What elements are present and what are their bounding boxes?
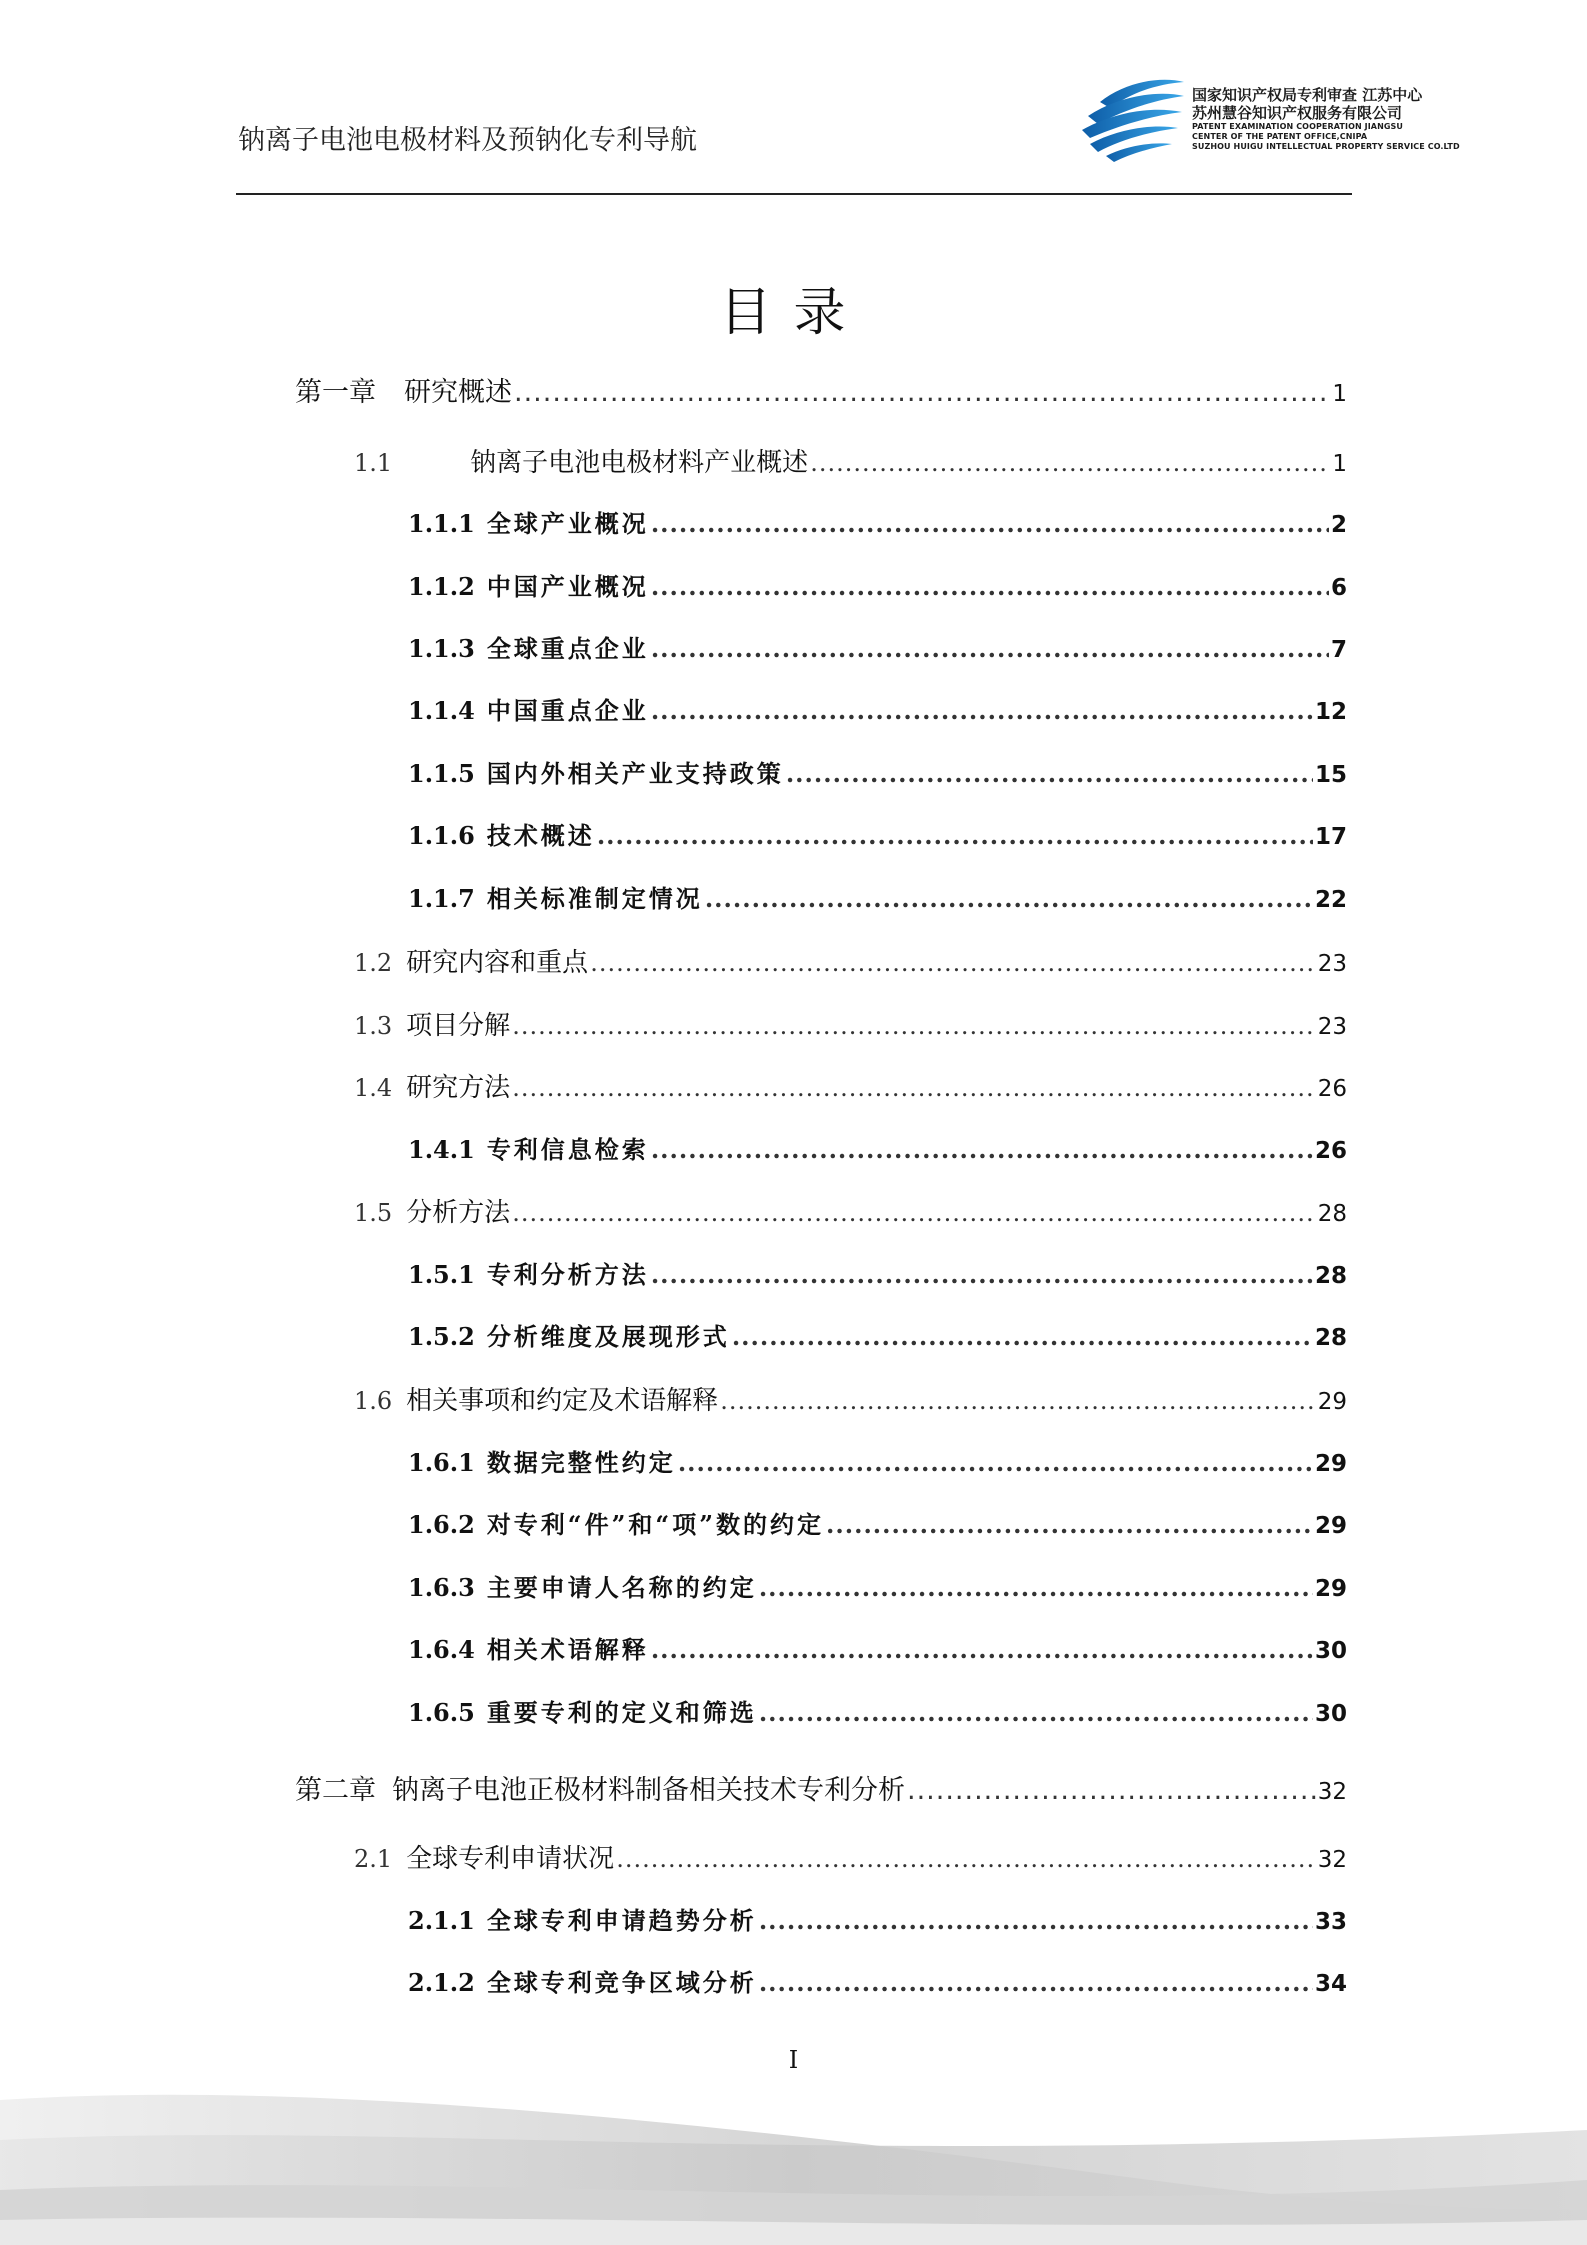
toc-entry-label: 相关术语解释 [486,1635,649,1664]
toc-entry-page: 28 [1314,1325,1347,1351]
toc-entry-page: 28 [1314,1263,1347,1289]
dot-leader [651,1260,1313,1289]
toc-entry-label: 全球重点企业 [486,634,649,663]
toc-entry-number: 1.5 [354,1199,393,1227]
dot-leader [514,377,1330,408]
dot-leader [512,1012,1316,1040]
dot-leader [597,821,1313,850]
logo-line-en-2: CENTER OF THE PATENT OFFICE,CNIPA [1192,132,1368,141]
toc-entry-page: 22 [1314,887,1347,913]
toc-entry-label: 技术概述 [486,821,595,850]
toc-entry-label: 专利分析方法 [486,1260,649,1289]
toc-entry-section[interactable] [354,1067,1347,1104]
toc-entry-page: 1 [1332,451,1347,477]
footer-wave-decoration [0,2060,1587,2245]
toc-entry-label: 相关事项和约定及术语解释 [406,1386,719,1416]
dot-leader [651,696,1313,725]
dot-leader [759,1698,1313,1727]
toc-entry-sub[interactable] [408,567,1347,602]
toc-entry-label: 分析维度及展现形式 [486,1322,730,1351]
toc-entry-page: 15 [1314,762,1347,788]
toc-entry-page: 12 [1314,699,1347,725]
toc-entry-label: 重要专利的定义和筛选 [486,1698,757,1727]
toc-entry-label: 专利信息检索 [486,1135,649,1164]
toc-entry-page: 1 [1332,381,1347,407]
dot-leader [590,949,1316,977]
toc-entry-label: 主要申请人名称的约定 [486,1573,757,1602]
toc-entry-label: 研究方法 [406,1073,511,1103]
toc-entry-number: 1.6.3 [408,1573,475,1602]
toc-entry-label: 对专利“件”和“项”数的约定 [486,1510,825,1539]
toc-entry-label: 中国重点企业 [486,696,649,725]
dot-leader [512,1199,1316,1227]
toc-entry-sub[interactable] [408,1317,1347,1352]
header-title: 钠离子电池电极材料及预钠化专利导航 [238,125,697,156]
logo-line-en-3: SUZHOU HUIGU INTELLECTUAL PROPERTY SERVICE CO.LTD [1192,142,1460,151]
dot-leader [720,1387,1316,1415]
dot-leader [616,1845,1316,1873]
toc-entry-number: 1.1 [354,449,393,477]
toc-entry-section[interactable] [354,1380,1347,1417]
toc-entry-label: 全球专利申请趋势分析 [486,1906,757,1935]
toc-entry-number: 1.1.5 [408,759,475,788]
toc-entry-page: 26 [1314,1138,1347,1164]
toc-entry-label: 钠离子电池正极材料制备相关技术专利分析 [392,1775,905,1806]
toc-entry-page: 32 [1317,1779,1347,1805]
toc-entry-number: 1.3 [354,1012,393,1040]
toc-entry-number: 1.5.1 [408,1260,475,1289]
toc-entry-label: 项目分解 [406,1011,511,1041]
toc-entry-label: 国内外相关产业支持政策 [486,759,784,788]
dot-leader [651,1135,1313,1164]
toc-entry-sub[interactable] [408,879,1347,914]
toc-entry-number: 第一章 [295,377,376,408]
toc-entry-label: 全球产业概况 [486,509,649,538]
toc-entry-chapter[interactable] [295,1768,1347,1807]
toc-entry-number: 1.4 [354,1074,393,1102]
toc-entry-page: 30 [1314,1701,1347,1727]
toc-entry-number: 2.1.1 [408,1906,475,1935]
dot-leader [759,1573,1313,1602]
toc-entry-page: 29 [1317,1389,1347,1415]
toc-entry-sub[interactable] [408,1630,1347,1665]
toc-entry-page: 32 [1317,1847,1347,1873]
dot-leader [512,1074,1316,1102]
toc-entry-sub[interactable] [408,504,1347,539]
toc-entry-number: 1.1.7 [408,884,475,913]
dot-leader [651,572,1329,601]
toc-entry-number: 1.6 [354,1387,393,1415]
dot-leader [651,509,1329,538]
toc-entry-sub[interactable] [408,1568,1347,1603]
toc-entry-page: 30 [1314,1638,1347,1664]
toc-entry-label: 分析方法 [406,1198,511,1228]
toc-entry-sub[interactable] [408,1255,1347,1290]
toc-entry-sub[interactable] [408,691,1347,726]
toc-entry-sub[interactable] [408,629,1347,664]
toc-entry-section[interactable] [354,1838,1347,1875]
toc-entry-number: 1.4.1 [408,1135,475,1164]
logo-line-en-1: PATENT EXAMINATION COOPERATION JIANGSU [1192,122,1404,131]
toc-entry-section[interactable] [354,442,1347,479]
toc-entry-chapter[interactable] [295,370,1347,409]
toc-entry-page: 29 [1314,1451,1347,1477]
toc-entry-label: 研究概述 [404,377,512,408]
dot-leader [678,1448,1313,1477]
toc-entry-section[interactable] [354,1005,1347,1042]
toc-title: 目录 [719,283,868,343]
dot-leader [651,1635,1313,1664]
toc-entry-number: 1.5.2 [408,1322,475,1351]
toc-entry-page: 7 [1330,637,1347,663]
dot-leader [705,884,1313,913]
toc-entry-number: 1.1.6 [408,821,475,850]
toc-entry-page: 17 [1314,824,1347,850]
toc-entry-section[interactable] [354,942,1347,979]
toc-entry-number: 1.1.2 [408,572,475,601]
page-number: I [788,2046,799,2074]
toc-entry-page: 6 [1330,575,1347,601]
toc-entry-number: 1.2 [354,949,393,977]
toc-entry-sub[interactable] [408,1901,1347,1936]
logo-line-cn-1: 国家知识产权局专利审查 江苏中心 [1192,86,1423,104]
toc-entry-page: 23 [1317,1014,1347,1040]
toc-entry-sub[interactable] [408,1443,1347,1478]
toc-entry-section[interactable] [354,1192,1347,1229]
toc-entry-number: 1.6.1 [408,1448,475,1477]
toc-entry-label: 相关标准制定情况 [486,884,703,913]
toc-entry-sub[interactable] [408,1693,1347,1728]
toc-entry-sub[interactable] [408,1963,1347,1998]
toc-entry-number: 1.6.4 [408,1635,475,1664]
toc-entry-number: 1.6.2 [408,1510,475,1539]
toc-entry-number: 1.1.3 [408,634,475,663]
toc-entry-sub[interactable] [408,1505,1347,1540]
toc-entry-page: 26 [1317,1076,1347,1102]
toc-entry-sub[interactable] [408,754,1347,789]
toc-entry-label: 数据完整性约定 [486,1448,676,1477]
toc-entry-number: 1.6.5 [408,1698,475,1727]
toc-entry-label: 研究内容和重点 [406,948,589,978]
toc-entry-number: 2.1.2 [408,1968,475,1997]
toc-entry-sub[interactable] [408,1130,1347,1165]
dot-leader [907,1775,1316,1806]
toc-entry-label: 中国产业概况 [486,572,649,601]
toc-entry-page: 2 [1330,512,1347,538]
dot-leader [759,1906,1313,1935]
toc-entry-sub[interactable] [408,816,1347,851]
toc-entry-number: 1.1.1 [408,509,475,538]
toc-entry-label: 全球专利申请状况 [406,1844,615,1874]
dot-leader [651,634,1329,663]
toc-entry-page: 29 [1314,1576,1347,1602]
toc-entry-page: 34 [1314,1971,1347,1997]
toc-entry-number: 第二章 [295,1775,376,1806]
dot-leader [759,1968,1313,1997]
dot-leader [732,1322,1313,1351]
dot-leader [810,449,1330,477]
dot-leader [786,759,1313,788]
logo-line-cn-2: 苏州慧谷知识产权服务有限公司 [1192,104,1403,122]
toc-entry-page: 23 [1317,951,1347,977]
toc-entry-page: 29 [1314,1513,1347,1539]
toc-entry-number: 1.1.4 [408,696,475,725]
toc-entry-number: 2.1 [354,1845,393,1873]
toc-entry-label: 钠离子电池电极材料产业概述 [470,448,809,478]
toc-entry-page: 33 [1314,1909,1347,1935]
toc-entry-page: 28 [1317,1201,1347,1227]
dot-leader [826,1510,1313,1539]
toc-entry-label: 全球专利竞争区域分析 [486,1968,757,1997]
